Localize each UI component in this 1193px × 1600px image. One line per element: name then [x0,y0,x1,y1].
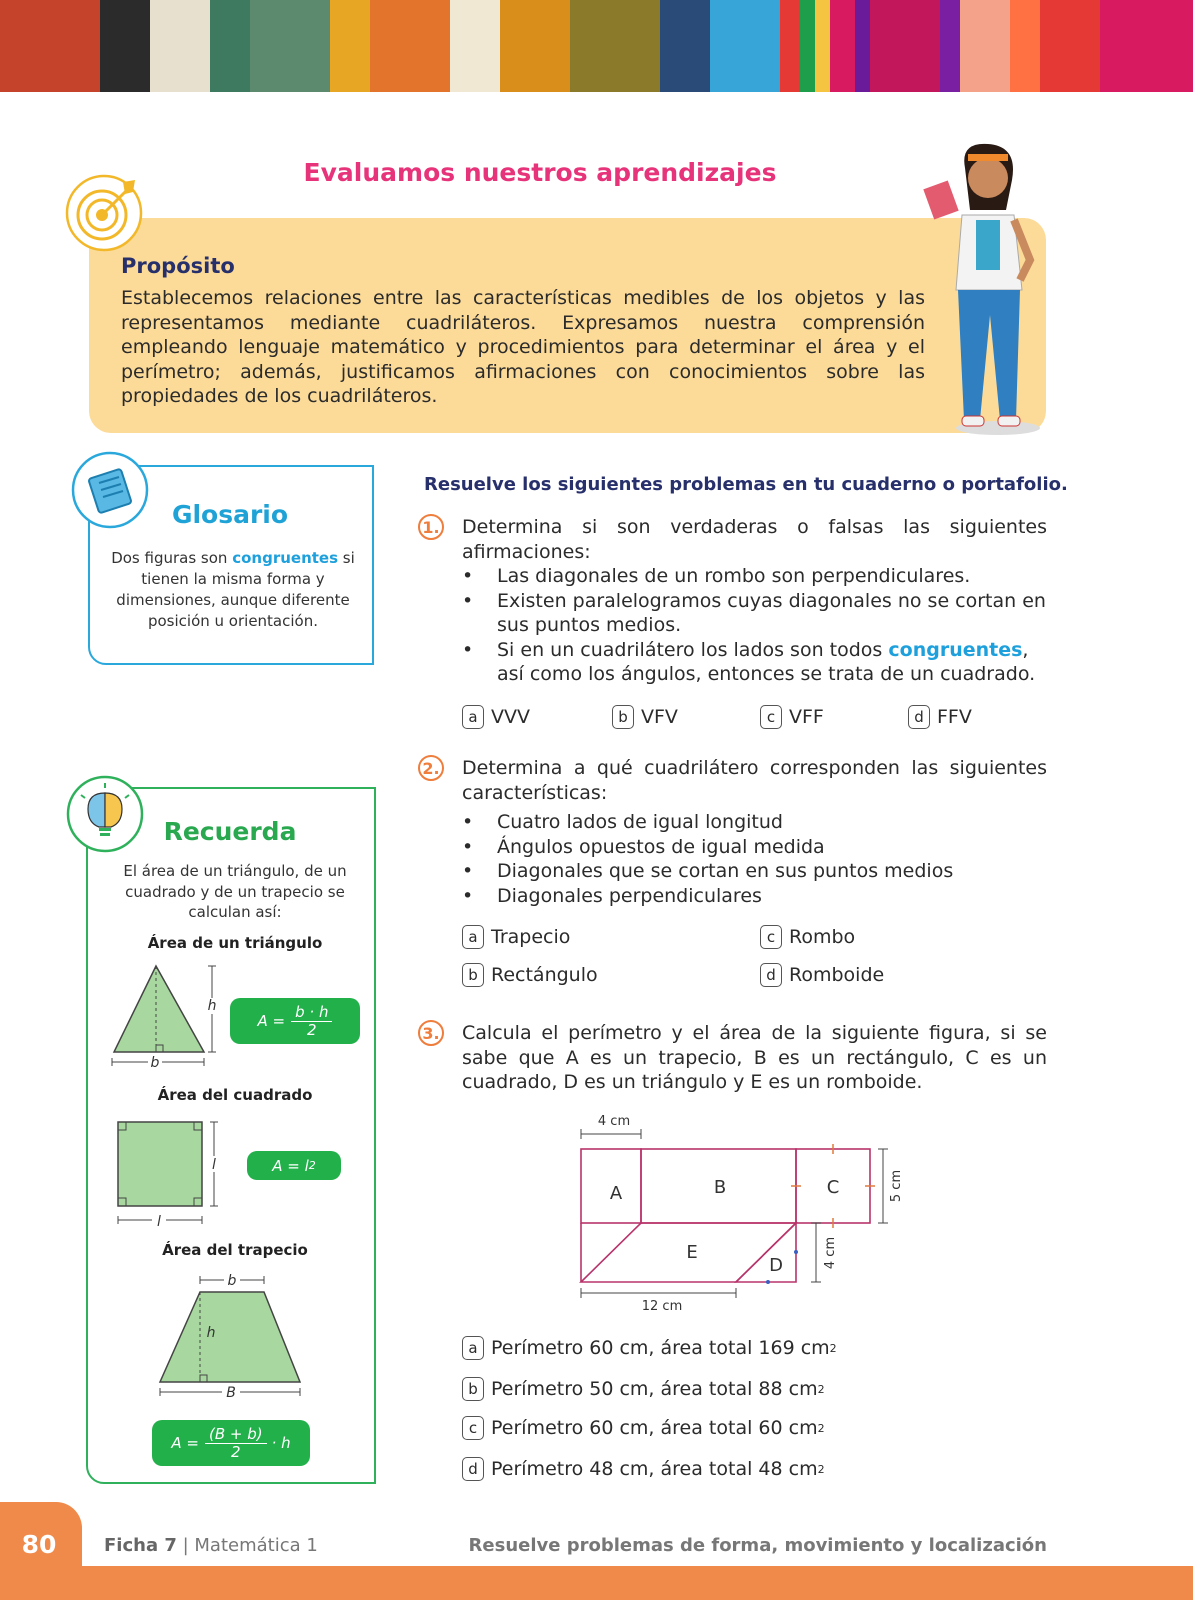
shape-d-label: D [769,1255,783,1276]
book-icon [71,451,149,529]
q1-option-b[interactable]: b VFV [612,705,678,729]
student-illustration [910,140,1060,440]
page-number: 80 [21,1530,57,1559]
q3-option-d[interactable]: d Perímetro 48 cm, área total 48 cm 2 [462,1457,825,1481]
square-figure [112,1118,224,1230]
q1-option-a[interactable]: a VVV [462,705,530,729]
proposito-text: Establecemos relaciones entre las características medibles de los objetos y las representamos mediante cuadriláteros. Expresamos nuestra comprensión empleando lenguaje matemático y procedimientos para determinar el área y el perímetro; además, justificamos afirmaciones con conocimientos sobre las propiedades de los cuadriláteros. [121,287,925,407]
triangle-h-label: h [207,998,217,1014]
dim-bottom-label: 12 cm [641,1299,683,1314]
question-2-number: 2. [418,755,444,781]
list-item: • Diagonales que se cortan en sus puntos medios [462,859,1052,884]
footer-ficha: Ficha 7 | Matemática 1 [104,1535,318,1556]
question-2-text: Determina a qué cuadrilátero corresponden las siguientes características: [462,757,1047,804]
list-item: • Las diagonales de un rombo son perpendiculares. [462,564,1052,589]
shape-c-label: C [826,1177,840,1198]
footer-bar [82,1566,1193,1600]
q1-option-d[interactable]: d FFV [908,705,972,729]
recuerda-heading: Recuerda [163,817,297,846]
glosario-text: Dos figuras son congruentes si tienen la misma forma y dimensiones, aunque diferente posición u orientación. [111,549,355,630]
question-2-bullets [462,810,1052,908]
footer-competency: Resuelve problemas de forma, movimiento y localización [468,1535,1047,1556]
shape-e-label: E [686,1242,698,1263]
instructions: Resuelve los siguientes problemas en tu cuaderno o portafolio. [424,474,1068,495]
trapezoid-formula: A = $\frac{(B + b)}{2}$ · h [152,1420,310,1466]
question-1-number: 1. [418,514,444,540]
trapezoid-area-title: Área del trapecio [162,1241,308,1259]
recuerda-intro: El área de un triángulo, de un cuadrado y de un trapecio se calculan así: [123,862,347,921]
square-formula: A = l 2 [247,1151,341,1180]
trapezoid-b-label: b [227,1273,237,1289]
trapezoid-figure [154,1270,304,1400]
brain-lightbulb-icon [66,775,144,853]
target-icon [65,174,143,252]
decorative-banner [0,0,1193,92]
list-item: • Ángulos opuestos de igual medida [462,835,1052,860]
congruentes-link: congruentes [888,638,1023,661]
question-1-bullets [462,564,1052,687]
q2-option-c[interactable]: c Rombo [760,925,855,949]
triangle-area-title: Área de un triángulo [147,934,323,952]
shape-a-label: A [609,1183,623,1204]
list-item: • Si en un cuadrilátero los lados son todos congruentes, así como los ángulos, entonces se trata de un cuadrado. [462,638,1052,687]
q2-option-d[interactable]: d Romboide [760,963,884,987]
congruentes-term: congruentes [232,549,339,567]
q2-option-b[interactable]: b Rectángulo [462,963,598,987]
q1-option-c[interactable]: c VFF [760,705,824,729]
question-3-text: Calcula el perímetro y el área de la siguiente figura, si se sabe que A es un trapecio, B es un rectángulo, C es un cuadrado, D es un triángulo y E es un romboide. [462,1022,1047,1093]
dim-mid-label: 4 cm [823,1236,838,1270]
square-area-title: Área del cuadrado [157,1086,313,1104]
q3-option-c[interactable]: c Perímetro 60 cm, área total 60 cm 2 [462,1416,825,1440]
triangle-formula: A = $\frac{b \cdot h}{2}$ [230,998,360,1044]
triangle-figure [108,962,228,1072]
question-1-text: Determina si son verdaderas o falsas las siguientes afirmaciones: [462,516,1047,563]
q3-option-a[interactable]: a Perímetro 60 cm, área total 169 cm 2 [462,1336,837,1360]
q3-option-b[interactable]: b Perímetro 50 cm, área total 88 cm 2 [462,1377,825,1401]
trapezoid-h-label: h [206,1325,216,1341]
page-title: Evaluamos nuestros aprendizajes [303,158,777,187]
dim-right-label: 5 cm [889,1169,904,1203]
question-3-number: 3. [418,1020,444,1046]
dim-top-label: 4 cm [597,1114,631,1129]
shape-b-label: B [713,1177,727,1198]
composite-figure [560,1100,920,1320]
triangle-b-label: b [150,1055,160,1071]
trapezoid-B-label: B [226,1385,236,1400]
square-base-label: l [157,1214,161,1230]
list-item: • Existen paralelogramos cuyas diagonales no se cortan en sus puntos medios. [462,589,1052,638]
q2-option-a[interactable]: a Trapecio [462,925,570,949]
glosario-heading: Glosario [171,500,289,529]
list-item: • Diagonales perpendiculares [462,884,1052,909]
list-item: • Cuatro lados de igual longitud [462,810,1052,835]
proposito-heading: Propósito [121,254,235,278]
square-side-label: l [212,1157,216,1173]
